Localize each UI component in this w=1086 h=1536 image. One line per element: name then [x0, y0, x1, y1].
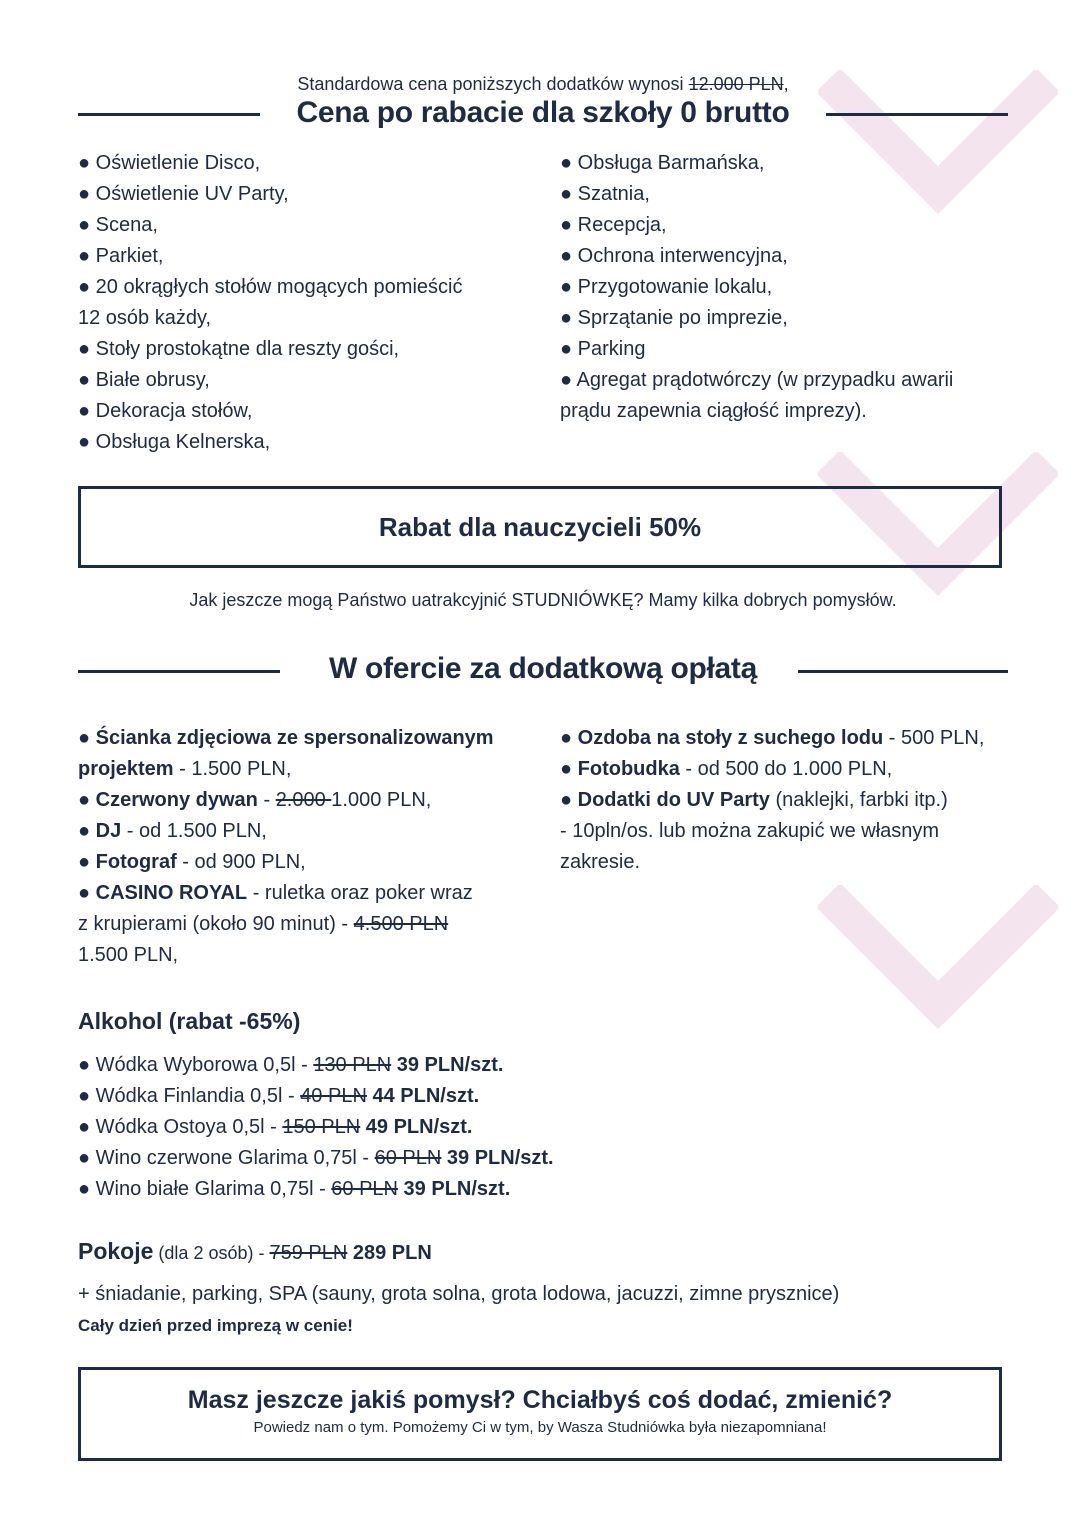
extras-list-right	[560, 723, 1030, 878]
list-item: ● Dekoracja stołów,	[78, 400, 253, 422]
list-item: ● Ochrona interwencyjna,	[560, 245, 788, 267]
list-item: ● Wino białe Glarima 0,75l - 60 PLN 39 PLN/szt.	[78, 1178, 511, 1200]
list-item: 1.500 PLN,	[78, 944, 179, 966]
list-item: ● Obsługa Barmańska,	[560, 152, 765, 174]
rooms-extras: + śniadanie, parking, SPA (sauny, grota solna, grota lodowa, jacuzzi, zimne prysznice)	[78, 1283, 840, 1305]
list-item: ● Obsługa Kelnerska,	[78, 431, 271, 453]
list-item: ● DJ - od 1.500 PLN,	[78, 820, 267, 842]
list-item: ● Ścianka zdjęciowa ze spersonalizowanym	[78, 727, 494, 749]
cta-box	[78, 1367, 1002, 1461]
teacher-discount-box	[78, 486, 1002, 568]
list-item: ● Wódka Wyborowa 0,5l - 130 PLN 39 PLN/szt.	[78, 1054, 504, 1076]
list-item: ● Fotobudka - od 500 do 1.000 PLN,	[560, 758, 893, 780]
included-list-right	[560, 148, 1030, 427]
list-item: ● Scena,	[78, 214, 158, 236]
alcohol-list	[78, 1050, 778, 1205]
chevron-decoration-icon	[818, 885, 1058, 1035]
intro-text: Jak jeszcze mogą Państwo uatrakcyjnić STUDNIÓWKĘ? Mamy kilka dobrych pomysłów.	[189, 590, 897, 610]
alcohol-title: Alkohol (rabat -65%)	[78, 1008, 301, 1034]
list-item: ● Wódka Ostoya 0,5l - 150 PLN 49 PLN/szt.	[78, 1116, 473, 1138]
list-item: z krupierami (około 90 minut) - 4.500 PLN	[78, 913, 449, 935]
extras-list-left	[78, 723, 548, 971]
included-list-left	[78, 148, 538, 458]
list-item: - 10pln/os. lub można zakupić we własnym	[560, 820, 940, 842]
list-item: projektem - 1.500 PLN,	[78, 758, 292, 780]
list-item: ● Wódka Finlandia 0,5l - 40 PLN 44 PLN/szt.	[78, 1085, 480, 1107]
list-item: ● Oświetlenie UV Party,	[78, 183, 289, 205]
list-item: prądu zapewnia ciągłość imprezy).	[560, 400, 867, 422]
rooms-note: Cały dzień przed imprezą w cenie!	[78, 1316, 353, 1335]
cta-subtitle: Powiedz nam o tym. Pomożemy Ci w tym, by Wasza Studniówka była niezapomniana!	[253, 1419, 827, 1436]
list-item: ● Wino czerwone Glarima 0,75l - 60 PLN 39 PLN/szt.	[78, 1147, 554, 1169]
list-item: ● Agregat prądotwórczy (w przypadku awarii	[560, 369, 954, 391]
list-item: 12 osób każdy,	[78, 307, 212, 329]
list-item: ● Parking	[560, 338, 646, 360]
extras-title: W ofercie za dodatkową opłatą	[328, 652, 758, 685]
list-item: ● Przygotowanie lokalu,	[560, 276, 773, 298]
rooms-offer: Pokoje (dla 2 osób) - 759 PLN 289 PLN	[78, 1238, 432, 1264]
list-item: ● Fotograf - od 900 PLN,	[78, 851, 306, 873]
discount-title: Cena po rabacie dla szkoły 0 brutto	[296, 96, 790, 129]
list-item: ● Sprzątanie po imprezie,	[560, 307, 788, 329]
list-item: ● Parkiet,	[78, 245, 164, 267]
list-item: ● Stoły prostokątne dla reszty gości,	[78, 338, 400, 360]
list-item: ● 20 okrągłych stołów mogących pomieścić	[78, 276, 463, 298]
list-item: ● CASINO ROYAL - ruletka oraz poker wraz	[78, 882, 473, 904]
list-item: ● Recepcja,	[560, 214, 667, 236]
list-item: zakresie.	[560, 851, 641, 873]
list-item: ● Oświetlenie Disco,	[78, 152, 261, 174]
list-item: ● Czerwony dywan - 2.000 1.000 PLN,	[78, 789, 432, 811]
cta-title: Masz jeszcze jakiś pomysł? Chciałbyś coś dodać, zmienić?	[187, 1386, 893, 1414]
teacher-discount-text: Rabat dla nauczycieli 50%	[378, 511, 702, 542]
standard-price-note: Standardowa cena poniższych dodatków wynosi 12.000 PLN,	[297, 74, 789, 94]
list-item: ● Dodatki do UV Party (naklejki, farbki itp.)	[560, 789, 948, 811]
list-item: ● Białe obrusy,	[78, 369, 210, 391]
list-item: ● Ozdoba na stoły z suchego lodu - 500 PLN,	[560, 727, 985, 749]
list-item: ● Szatnia,	[560, 183, 650, 205]
